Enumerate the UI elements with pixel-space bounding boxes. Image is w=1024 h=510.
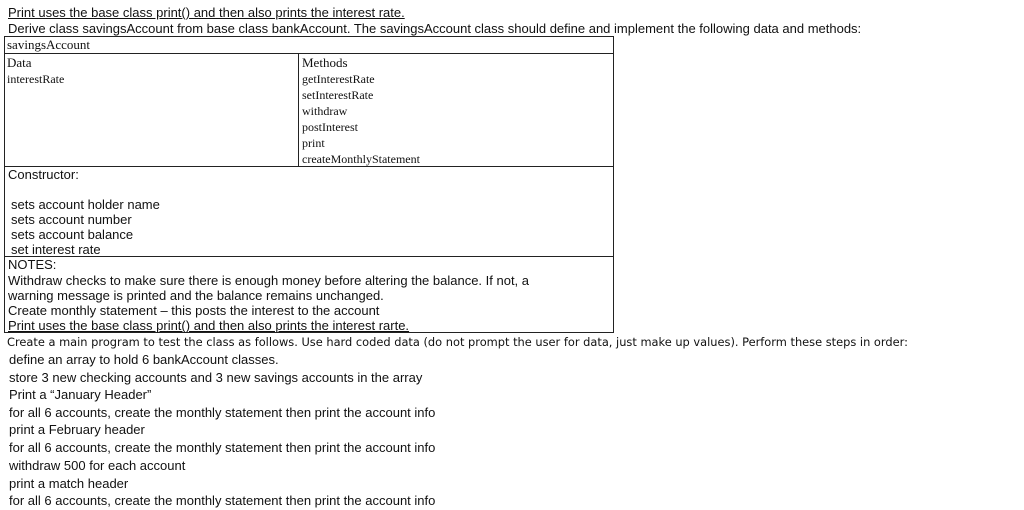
data-item: interestRate	[7, 72, 65, 86]
main-step: Print a “January Header”	[9, 387, 152, 402]
notes-label: NOTES:	[8, 257, 57, 272]
print-interest-line: Print uses the base class print() and then also prints the interest rate.	[8, 5, 405, 20]
constructor-item: sets account balance	[11, 227, 134, 242]
main-step: for all 6 accounts, create the monthly statement then print the account info	[9, 493, 436, 508]
notes-line: Withdraw checks to make sure there is enough money before altering the balance. If not, a	[8, 273, 530, 288]
notes-line: Create monthly statement – this posts the interest to the account	[8, 303, 380, 318]
method-item: postInterest	[302, 120, 358, 134]
table-header-divider	[4, 53, 614, 54]
method-item: createMonthlyStatement	[302, 152, 420, 166]
notes-line: warning message is printed and the balance remains unchanged.	[8, 288, 384, 303]
data-header: Data	[7, 55, 32, 70]
constructor-item: set interest rate	[11, 242, 101, 257]
main-step: for all 6 accounts, create the monthly statement then print the account info	[9, 440, 436, 455]
method-item: withdraw	[302, 104, 348, 118]
notes-line: Print uses the base class print() and then also prints the interest rarte.	[8, 318, 410, 333]
constructor-label: Constructor:	[8, 167, 79, 182]
main-step: print a match header	[9, 476, 129, 491]
derive-class-line: Derive class savingsAccount from base class bankAccount. The savingsAccount class should define and implement the following data and methods:	[8, 21, 862, 36]
main-step: store 3 new checking accounts and 3 new savings accounts in the array	[9, 370, 423, 385]
main-step: print a February header	[9, 422, 145, 437]
main-step: define an array to hold 6 bankAccount classes.	[9, 352, 279, 367]
method-item: print	[302, 136, 325, 150]
methods-header: Methods	[302, 55, 348, 70]
main-step: for all 6 accounts, create the monthly statement then print the account info	[9, 405, 436, 420]
constructor-item: sets account holder name	[11, 197, 160, 212]
method-item: setInterestRate	[302, 88, 374, 102]
class-name-cell: savingsAccount	[7, 37, 91, 52]
method-item: getInterestRate	[302, 72, 375, 86]
table-column-divider	[298, 53, 299, 167]
main-step: withdraw 500 for each account	[9, 458, 186, 473]
main-program-intro: Create a main program to test the class as follows. Use hard coded data (do not prompt the user for data, just make up values). Perform these steps in order:	[7, 335, 908, 349]
constructor-item: sets account number	[11, 212, 132, 227]
